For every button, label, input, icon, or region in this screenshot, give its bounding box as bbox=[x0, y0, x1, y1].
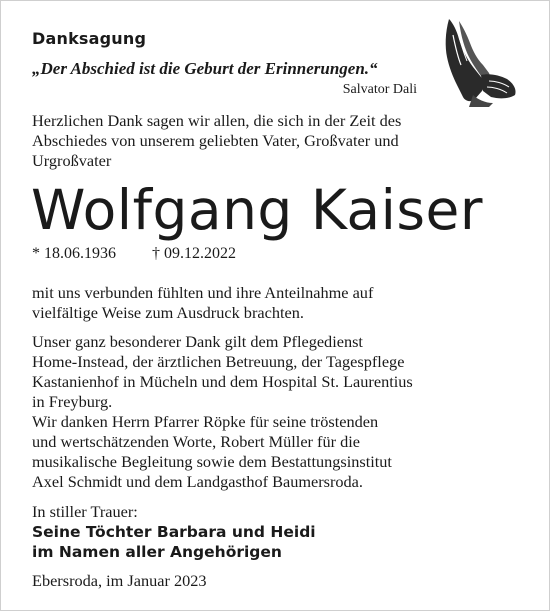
quote-author: Salvator Dali bbox=[342, 82, 417, 97]
praying-hands-icon bbox=[429, 15, 521, 107]
notice-heading: Danksagung bbox=[32, 29, 147, 48]
place-and-date: Ebersroda, im Januar 2023 bbox=[32, 571, 207, 590]
birth-date: * 18.06.1936 bbox=[32, 245, 116, 262]
quote-text: „Der Abschied ist die Geburt der Erinnerungen.“ bbox=[32, 59, 378, 78]
mourners-line-1: Seine Töchter Barbara und Heidi bbox=[32, 523, 316, 541]
death-date: † 09.12.2022 bbox=[152, 245, 236, 262]
deceased-name: Wolfgang Kaiser bbox=[31, 178, 484, 242]
mourners-line-2: im Namen aller Angehörigen bbox=[32, 543, 282, 561]
thanks-paragraph: mit uns verbunden fühlten und ihre Anteilnahme auf vielfältige Weise zum Ausdruck brachten. bbox=[32, 283, 374, 322]
mourning-label: In stiller Trauer: bbox=[32, 502, 138, 521]
life-dates bbox=[32, 245, 236, 263]
intro-text: Herzlichen Dank sagen wir allen, die sich in der Zeit des Abschiedes von unserem geliebten Vater, Großvater und Urgroßvater bbox=[32, 111, 402, 170]
gratitude-paragraph: Unser ganz besonderer Dank gilt dem Pflegedienst Home-Instead, der ärztlichen Betreuung, der Tagespflege Kastanienhof in Mücheln und dem Hospital St. Laurentius in Freyburg. Wir danken Herrn Pfarrer Röpke für seine tröstenden und wertschätzenden Worte, Robert Müller für die musikalische Begleitung sowie dem Bestattungsinstitut Axel Schmidt und dem Landgasthof Baumersroda. bbox=[32, 332, 413, 491]
